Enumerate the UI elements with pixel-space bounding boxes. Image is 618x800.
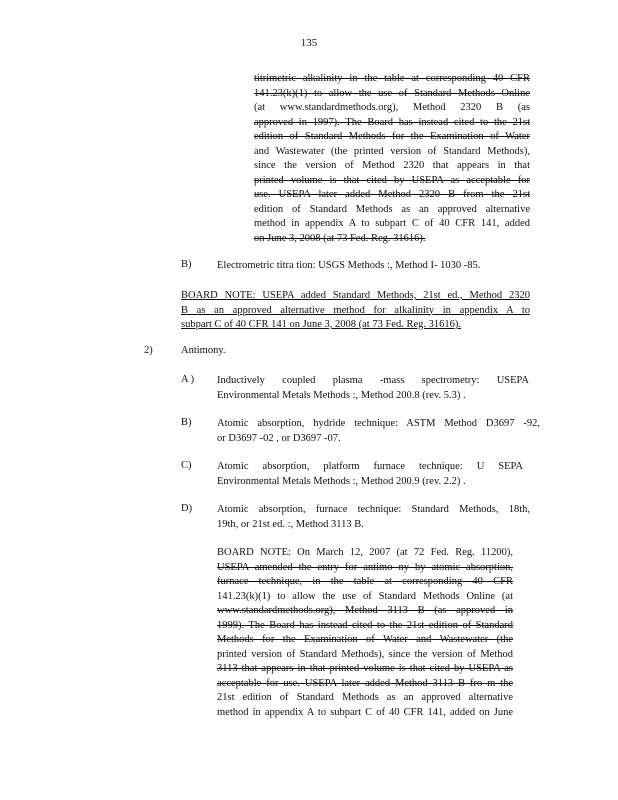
text-line: B as an approved alternative method for alkalinity in appendix A to — [181, 304, 530, 316]
text-line: or D3697 -02 , or D3697 -07. — [217, 432, 341, 444]
text-line: acceptable for use. USEPA later added Method 3113 B fro m the — [217, 677, 513, 689]
text-line: Methods for the Examination of Water and Wastewater (the — [217, 634, 513, 645]
text-line: Atomic absorption, furnace technique: Standard Methods, 18th, — [217, 504, 530, 515]
text-line: method in appendix A to subpart C of 40 CFR 141, added — [254, 218, 530, 229]
text-line: BOARD NOTE: USEPA added Standard Methods, 21st ed., Method 2320 — [181, 290, 530, 301]
text-line: 141.23(k)(1) to allow the use of Standard Methods Online — [254, 87, 530, 99]
item-text — [217, 374, 529, 403]
section-label: 2) — [144, 345, 153, 356]
item-label: B) — [181, 259, 192, 270]
text-line: 21st edition of Standard Methods as an approved alternative — [217, 692, 513, 703]
text-line: BOARD NOTE: On March 12, 2007 (at 72 Fed. Reg. 11200), — [217, 547, 513, 558]
item-text — [217, 503, 530, 532]
text-line: printed version of Standard Methods), since the version of Method — [217, 648, 513, 660]
text-line: (at www.standardmethods.org), Method 2320 B (as — [254, 102, 530, 113]
text-line: titrimetric alkalinity in the table at corresponding 40 CFR — [254, 73, 530, 84]
text-line: Electrometric titra tion: USGS Methods :, Method I- 1030 -85. — [217, 260, 481, 271]
board-note — [217, 546, 513, 720]
text-line: Inductively coupled plasma -mass spectrometry: USEPA — [217, 375, 529, 386]
text-line: Environmental Metals Methods :, Method 200.9 (rev. 2.2) . — [217, 475, 466, 487]
item-label: B) — [181, 417, 192, 428]
section-title: Antimony. — [181, 345, 226, 356]
text-line: 1999). The Board has instead cited to the 21st edition of Standard — [217, 619, 513, 631]
item-text — [217, 417, 540, 446]
text-line: 141.23(k)(1) to allow the use of Standard Methods Online (at — [217, 590, 513, 602]
text-line: and Wastewater (the printed version of Standard Methods), — [254, 145, 530, 157]
board-note — [181, 289, 530, 333]
text-line: approved in 1997). The Board has instead cited to the 21st — [254, 116, 530, 128]
text-line: Atomic absorption, hydride technique: ASTM Method D3697 -92, — [217, 418, 540, 429]
text-line: furnace technique, in the table at corresponding 40 CFR — [217, 576, 513, 587]
text-line: 19th, or 21st ed. :, Method 3113 B. — [217, 518, 364, 530]
text-line: Atomic absorption, platform furnace technique: U SEPA — [217, 461, 523, 472]
text-line: method in appendix A to subpart C of 40 CFR 141, added on June — [217, 706, 513, 718]
text-line: on June 3, 2008 (at 73 Fed. Reg. 31616). — [254, 232, 426, 244]
item-label: C) — [181, 460, 192, 471]
text-line: edition of Standard Methods for the Examination of Water — [254, 131, 530, 142]
item-text — [217, 460, 523, 489]
text-line: subpart C of 40 CFR 141 on June 3, 2008 (at 73 Fed. Reg. 31616). — [181, 319, 461, 330]
continuation-paragraph — [254, 72, 530, 246]
text-line: www.standardmethods.org), Method 3113 B (as approved in — [217, 605, 513, 616]
text-line: since the version of Method 2320 that appears in that — [254, 160, 530, 171]
page-number: 135 — [300, 37, 318, 49]
text-line: use. USEPA later added Method 2320 B from the 21st — [254, 189, 530, 200]
text-line: Environmental Metals Methods :, Method 200.8 (rev. 5.3) . — [217, 389, 466, 401]
item-label: A ) — [181, 374, 195, 385]
text-line: USEPA amended the entry for antimo ny by atomic absorption, — [217, 561, 513, 573]
item-text — [217, 259, 519, 274]
text-line: edition of Standard Methods as an approved alternative — [254, 203, 530, 215]
text-line: 3113 that appears in that printed volume is that cited by USEPA as — [217, 663, 513, 674]
text-line: printed volume is that cited by USEPA as acceptable for — [254, 174, 530, 186]
item-label: D) — [181, 503, 193, 514]
